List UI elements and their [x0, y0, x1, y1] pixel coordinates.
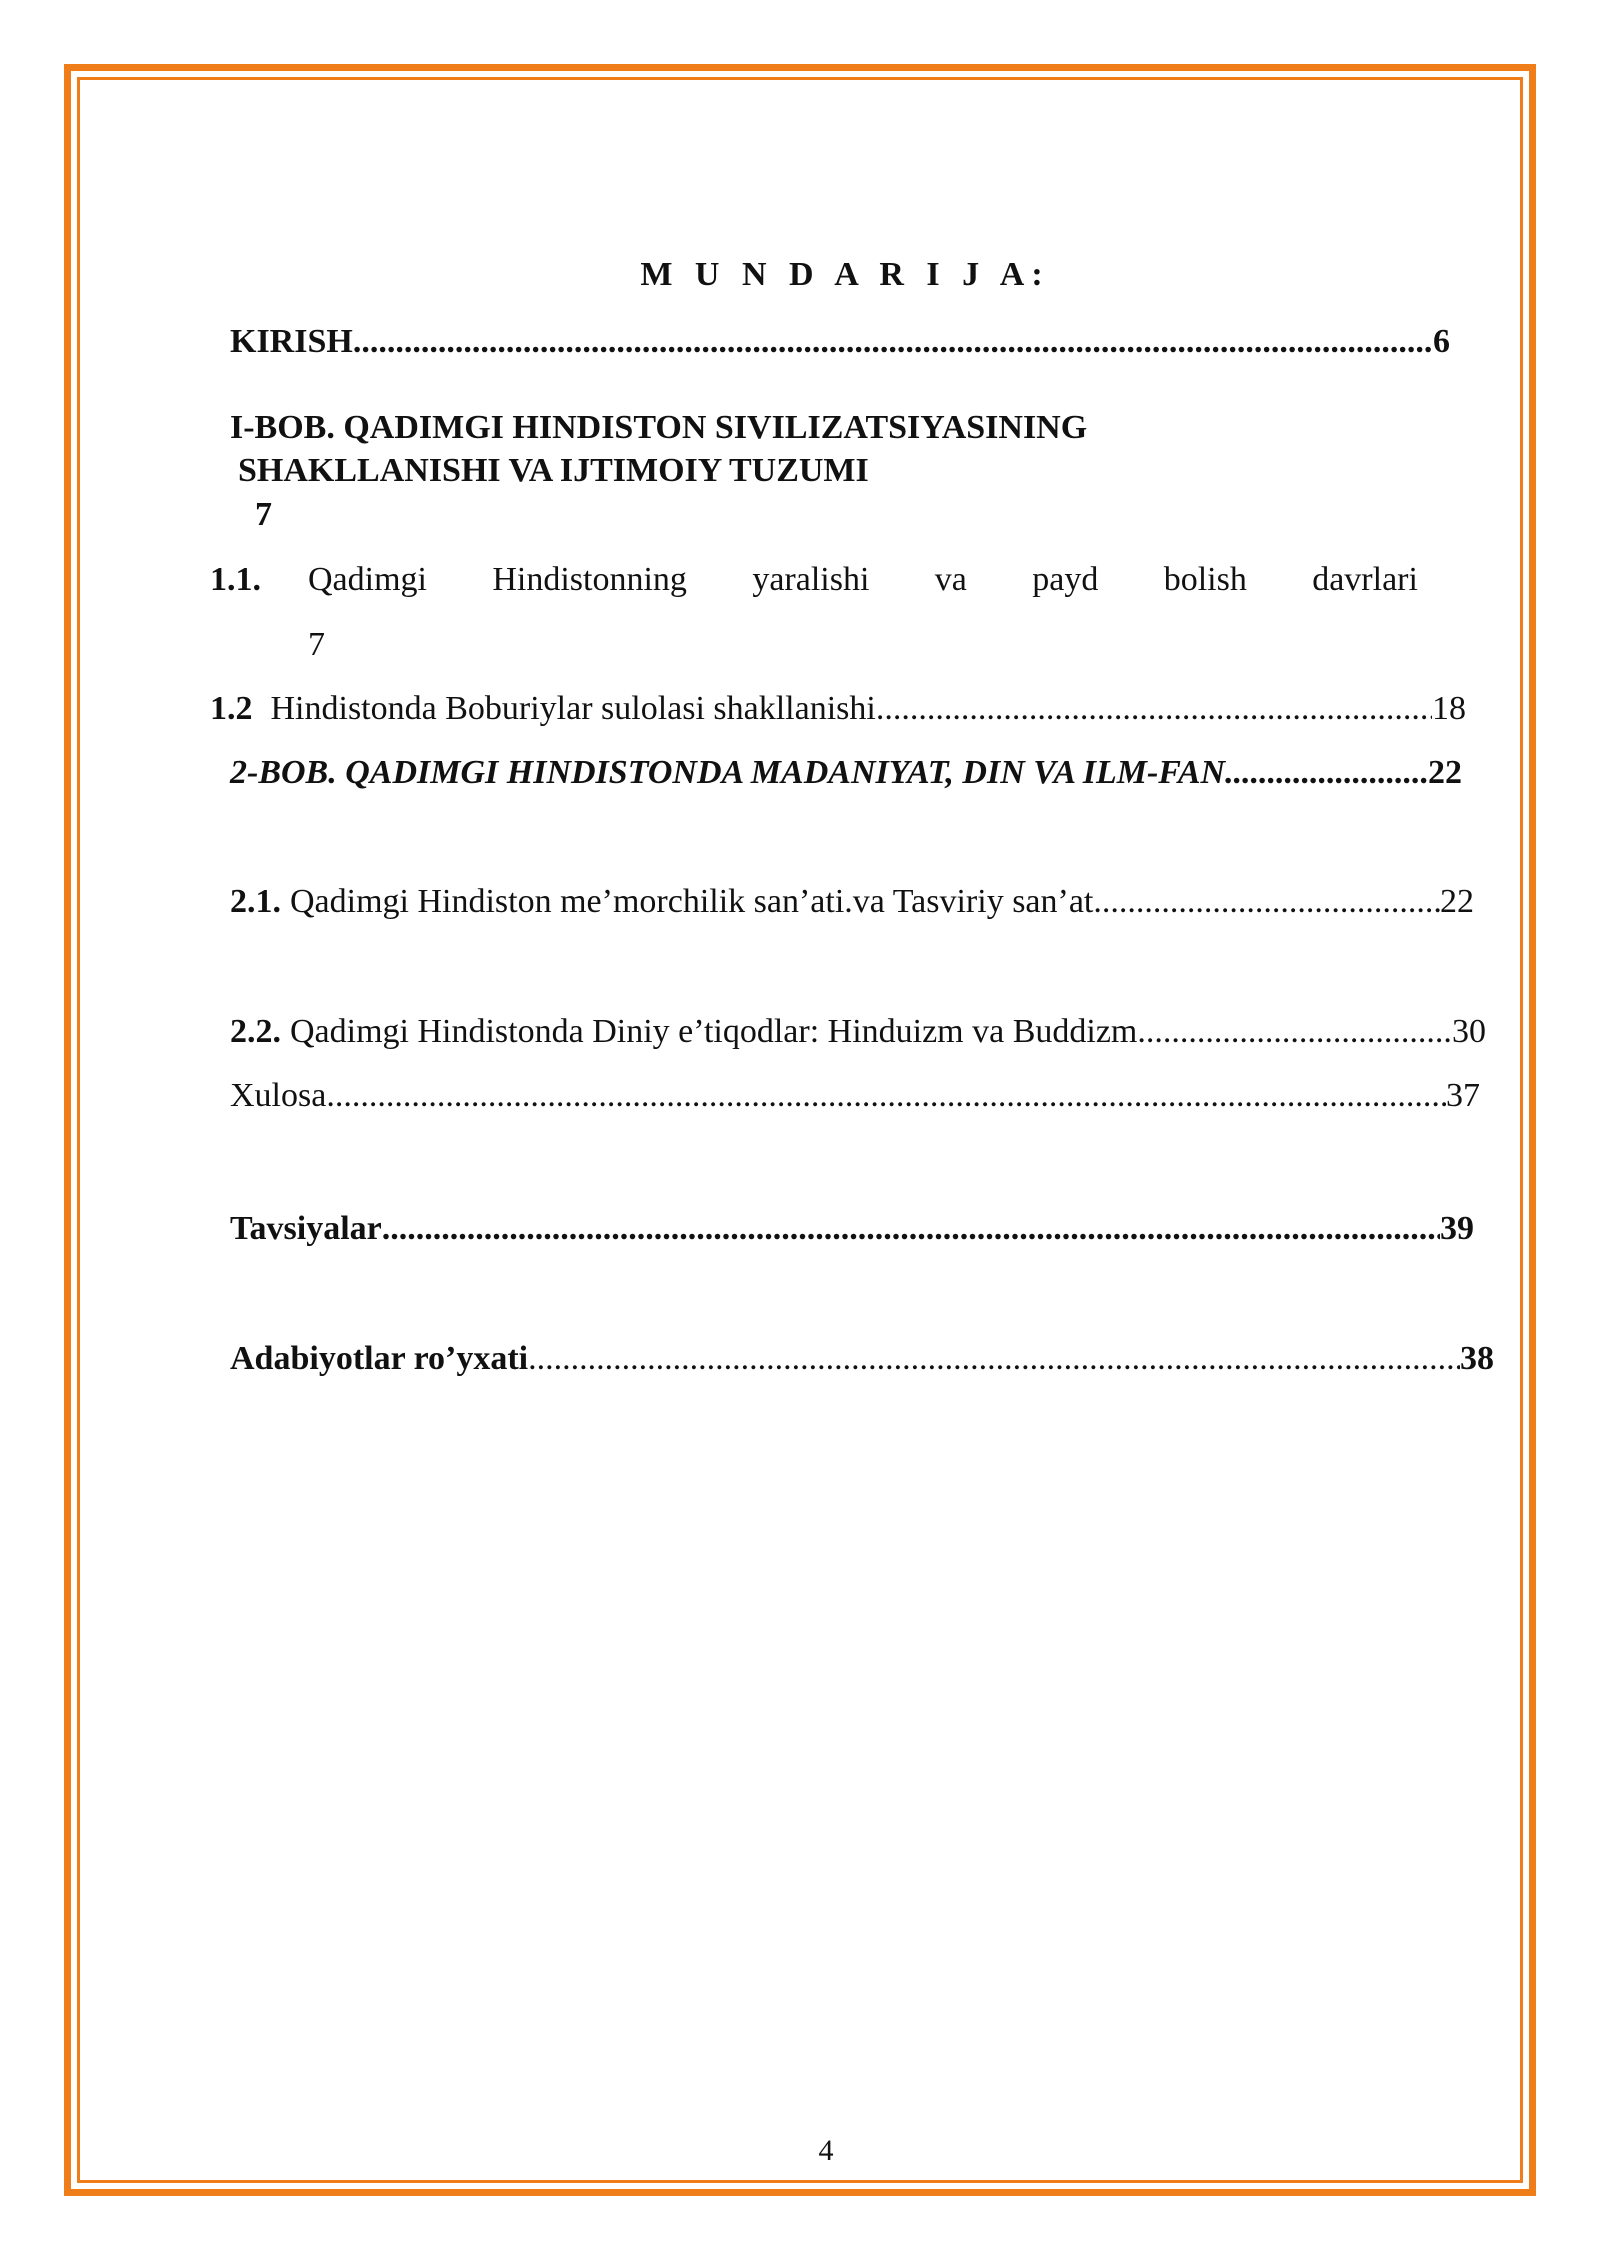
toc-entry-bob1-line1[interactable]: I-BOB. QADIMGI HINDISTON SIVILIZATSIYASINING	[230, 409, 1088, 446]
toc-num: 2.2.	[230, 1013, 281, 1050]
toc-page: 18	[1432, 690, 1466, 727]
toc-leader	[326, 1076, 1446, 1116]
toc-page: 39	[1440, 1210, 1474, 1247]
toc-word: payd	[1032, 561, 1099, 598]
toc-entry-1-2[interactable]	[210, 689, 1466, 729]
toc-entry-bob1-page: 7	[255, 496, 272, 533]
toc-page: 37	[1446, 1077, 1480, 1114]
toc-entry-tavsiyalar[interactable]	[230, 1209, 1474, 1249]
toc-leader	[353, 322, 1433, 362]
toc-page: 22	[1428, 754, 1462, 791]
toc-entry-2-1[interactable]	[230, 882, 1474, 922]
toc-label: Qadimgi Hindistonda Diniy e’tiqodlar: Hinduizm va Buddizm	[290, 1013, 1138, 1050]
toc-title: M U N D A R I J A:	[640, 256, 1050, 293]
toc-num: 1.2	[210, 690, 253, 727]
toc-word: yaralishi	[752, 561, 870, 598]
toc-entry-1-1-num: 1.1.	[210, 561, 261, 598]
toc-num: 2.1.	[230, 883, 281, 920]
toc-word: Qadimgi	[308, 561, 427, 598]
toc-label: Tavsiyalar	[230, 1210, 382, 1247]
toc-entry-1-1-page: 7	[308, 626, 325, 663]
toc-entry-kirish[interactable]	[230, 322, 1450, 362]
toc-page: 6	[1433, 323, 1450, 360]
toc-page: 38	[1460, 1340, 1494, 1377]
toc-word: va	[934, 561, 967, 598]
toc-leader	[876, 689, 1432, 729]
toc-page: 22	[1440, 883, 1474, 920]
toc-word: bolish	[1163, 561, 1247, 598]
page-border-inner	[77, 77, 1523, 2183]
toc-entry-bob1-line2[interactable]: SHAKLLANISHI VA IJTIMOIY TUZUMI	[238, 452, 869, 489]
toc-label: KIRISH	[230, 323, 353, 360]
toc-leader	[528, 1339, 1460, 1379]
toc-label: Xulosa	[230, 1077, 327, 1114]
toc-leader	[1137, 1012, 1452, 1052]
toc-label: Qadimgi Hindiston me’morchilik san’ati.va Tasviriy san’at	[290, 883, 1094, 920]
toc-entry-2-2[interactable]	[230, 1012, 1486, 1052]
toc-leader	[1093, 882, 1440, 922]
page-number: 4	[818, 2134, 834, 2167]
toc-leader	[382, 1209, 1440, 1249]
toc-label: Hindistonda Boburiylar sulolasi shakllanishi	[270, 690, 876, 727]
toc-entry-adabiyotlar[interactable]	[230, 1339, 1494, 1379]
toc-page: 30	[1452, 1013, 1486, 1050]
toc-entry-1-1[interactable]	[308, 560, 1418, 600]
toc-word: Hindistonning	[492, 561, 687, 598]
toc-label: Adabiyotlar ro’yxati	[230, 1340, 529, 1377]
toc-entry-bob2[interactable]	[230, 753, 1462, 793]
toc-entry-xulosa[interactable]	[230, 1076, 1480, 1116]
toc-word: davrlari	[1312, 561, 1418, 598]
toc-leader	[1225, 753, 1428, 793]
toc-label: 2-BOB. QADIMGI HINDISTONDA MADANIYAT, DIN VA ILM-FAN	[230, 754, 1226, 791]
